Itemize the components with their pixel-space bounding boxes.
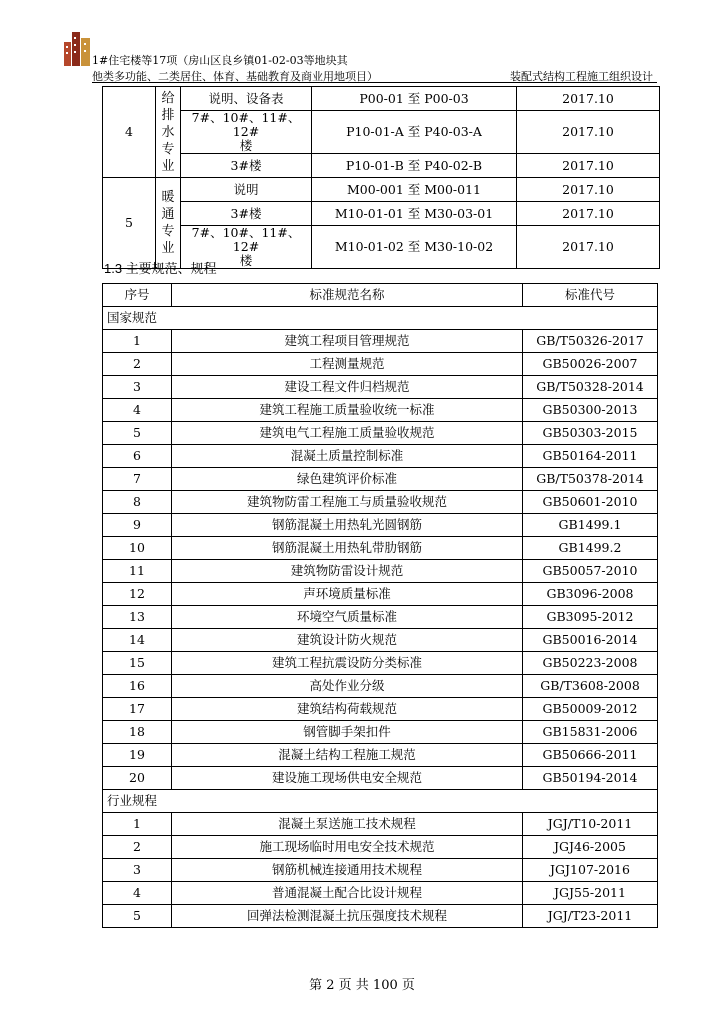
drawing-range: P00-01 至 P00-03	[312, 87, 517, 111]
standard-number: 18	[103, 721, 172, 744]
standard-code: JGJ/T10-2011	[523, 813, 658, 836]
standards-table	[102, 283, 658, 928]
standard-number: 11	[103, 560, 172, 583]
header-code: 标准代号	[523, 284, 658, 307]
header-num: 序号	[103, 284, 172, 307]
drawing-name: 7#、10#、11#、12# 楼	[181, 226, 312, 269]
standard-code: GB50303-2015	[523, 422, 658, 445]
standard-number: 13	[103, 606, 172, 629]
group-row-national	[103, 307, 658, 330]
drawing-date: 2017.10	[517, 226, 660, 269]
standard-number: 14	[103, 629, 172, 652]
header-name: 标准规范名称	[172, 284, 523, 307]
header-doc-title: 装配式结构工程施工组织设计	[510, 70, 653, 83]
drawing-range: M10-01-02 至 M30-10-02	[312, 226, 517, 269]
standard-number: 3	[103, 376, 172, 399]
standard-name: 混凝土泵送施工技术规程	[172, 813, 523, 836]
drawing-name: 说明、设备表	[181, 87, 312, 111]
group-label-industry: 行业规程	[103, 790, 658, 813]
table-row	[103, 859, 658, 882]
standard-code: GB/T3608-2008	[523, 675, 658, 698]
drawing-range: M10-01-01 至 M30-03-01	[312, 202, 517, 226]
standard-code: GB/T50378-2014	[523, 468, 658, 491]
standard-number: 10	[103, 537, 172, 560]
table-row	[103, 445, 658, 468]
table-row	[103, 468, 658, 491]
standard-name: 钢筋混凝土用热轧光圆钢筋	[172, 514, 523, 537]
standard-code: JGJ55-2011	[523, 882, 658, 905]
standard-number: 15	[103, 652, 172, 675]
table-row	[103, 905, 658, 928]
standard-name: 建筑电气工程施工质量验收规范	[172, 422, 523, 445]
table-row	[103, 560, 658, 583]
standard-name: 建筑工程抗震设防分类标准	[172, 652, 523, 675]
drawing-date: 2017.10	[517, 178, 660, 202]
table-row	[103, 154, 660, 178]
table-row	[103, 813, 658, 836]
standard-name: 建筑设计防火规范	[172, 629, 523, 652]
table-row	[103, 537, 658, 560]
standard-code: GB3095-2012	[523, 606, 658, 629]
drawing-range: P10-01-A 至 P40-03-A	[312, 111, 517, 154]
table-row	[103, 675, 658, 698]
group-number: 5	[103, 178, 156, 269]
standard-name: 环境空气质量标准	[172, 606, 523, 629]
standard-number: 5	[103, 422, 172, 445]
table-row	[103, 767, 658, 790]
standard-number: 5	[103, 905, 172, 928]
discipline-cell: 暖 通 专 业	[156, 178, 181, 269]
table-row	[103, 652, 658, 675]
drawing-date: 2017.10	[517, 202, 660, 226]
page-number: 第 2 页 共 100 页	[309, 978, 415, 993]
discipline-cell: 给 排 水 专 业	[156, 87, 181, 178]
standard-code: GB50026-2007	[523, 353, 658, 376]
drawing-list-table	[102, 86, 660, 269]
group-label-national: 国家规范	[103, 307, 658, 330]
standard-number: 16	[103, 675, 172, 698]
standard-code: JGJ/T23-2011	[523, 905, 658, 928]
table-row	[103, 836, 658, 859]
table-header-row	[103, 284, 658, 307]
drawing-range: M00-001 至 M00-011	[312, 178, 517, 202]
group-number: 4	[103, 87, 156, 178]
standard-code: JGJ107-2016	[523, 859, 658, 882]
table-row	[103, 583, 658, 606]
drawing-date: 2017.10	[517, 111, 660, 154]
header-project-line2: 他类多功能、二类居住、体育、基础教育及商业用地项目）	[92, 70, 378, 83]
standard-name: 建筑物防雷工程施工与质量验收规范	[172, 491, 523, 514]
table-row	[103, 698, 658, 721]
standard-code: GB/T50326-2017	[523, 330, 658, 353]
standard-code: GB50223-2008	[523, 652, 658, 675]
standard-number: 9	[103, 514, 172, 537]
table-row	[103, 111, 660, 154]
standard-name: 建筑工程施工质量验收统一标准	[172, 399, 523, 422]
standard-code: GB50016-2014	[523, 629, 658, 652]
standard-number: 1	[103, 330, 172, 353]
standard-name: 建筑物防雷设计规范	[172, 560, 523, 583]
table-row	[103, 376, 658, 399]
standard-number: 3	[103, 859, 172, 882]
standard-number: 17	[103, 698, 172, 721]
standard-code: GB1499.2	[523, 537, 658, 560]
table-row	[103, 330, 658, 353]
standard-number: 19	[103, 744, 172, 767]
standard-name: 工程测量规范	[172, 353, 523, 376]
standard-code: GB50164-2011	[523, 445, 658, 468]
drawing-name: 3#楼	[181, 154, 312, 178]
standard-name: 钢筋机械连接通用技术规程	[172, 859, 523, 882]
standard-name: 建筑工程项目管理规范	[172, 330, 523, 353]
drawing-name: 说明	[181, 178, 312, 202]
standard-code: GB50666-2011	[523, 744, 658, 767]
standard-code: GB50057-2010	[523, 560, 658, 583]
table-row	[103, 202, 660, 226]
standard-code: JGJ46-2005	[523, 836, 658, 859]
table-row	[103, 744, 658, 767]
table-row	[103, 399, 658, 422]
drawing-range: P10-01-B 至 P40-02-B	[312, 154, 517, 178]
standard-name: 施工现场临时用电安全技术规范	[172, 836, 523, 859]
standard-code: GB50300-2013	[523, 399, 658, 422]
standard-code: GB50194-2014	[523, 767, 658, 790]
standard-name: 钢管脚手架扣件	[172, 721, 523, 744]
standard-code: GB1499.1	[523, 514, 658, 537]
standard-code: GB15831-2006	[523, 721, 658, 744]
drawing-name: 7#、10#、11#、12# 楼	[181, 111, 312, 154]
table-row	[103, 629, 658, 652]
table-row	[103, 178, 660, 202]
standard-name: 建筑结构荷载规范	[172, 698, 523, 721]
header-project-line1: 1#住宅楼等17项（房山区良乡镇01-02-03等地块其	[92, 54, 348, 67]
table-row	[103, 422, 658, 445]
table-row	[103, 606, 658, 629]
standard-number: 2	[103, 353, 172, 376]
table-row	[103, 882, 658, 905]
standard-number: 12	[103, 583, 172, 606]
standard-name: 绿色建筑评价标准	[172, 468, 523, 491]
table-row	[103, 87, 660, 111]
standard-number: 2	[103, 836, 172, 859]
standard-number: 6	[103, 445, 172, 468]
company-logo-icon	[64, 32, 90, 66]
standard-name: 普通混凝土配合比设计规程	[172, 882, 523, 905]
standard-name: 声环境质量标准	[172, 583, 523, 606]
standard-name: 建设施工现场供电安全规范	[172, 767, 523, 790]
section-title: 1.3 主要规范、规程	[104, 261, 217, 276]
standard-number: 4	[103, 882, 172, 905]
standard-number: 1	[103, 813, 172, 836]
standard-name: 回弹法检测混凝土抗压强度技术规程	[172, 905, 523, 928]
standard-name: 钢筋混凝土用热轧带肋钢筋	[172, 537, 523, 560]
drawing-date: 2017.10	[517, 87, 660, 111]
standard-number: 7	[103, 468, 172, 491]
standard-name: 建设工程文件归档规范	[172, 376, 523, 399]
header-divider	[92, 82, 657, 83]
table-row	[103, 721, 658, 744]
drawing-name: 3#楼	[181, 202, 312, 226]
table-row	[103, 491, 658, 514]
group-row-industry	[103, 790, 658, 813]
table-row	[103, 353, 658, 376]
standard-number: 20	[103, 767, 172, 790]
standard-code: GB3096-2008	[523, 583, 658, 606]
standard-code: GB50009-2012	[523, 698, 658, 721]
standard-number: 8	[103, 491, 172, 514]
standard-name: 混凝土结构工程施工规范	[172, 744, 523, 767]
table-row	[103, 514, 658, 537]
standard-name: 混凝土质量控制标准	[172, 445, 523, 468]
drawing-date: 2017.10	[517, 154, 660, 178]
standard-code: GB/T50328-2014	[523, 376, 658, 399]
standard-number: 4	[103, 399, 172, 422]
standard-code: GB50601-2010	[523, 491, 658, 514]
standard-name: 高处作业分级	[172, 675, 523, 698]
